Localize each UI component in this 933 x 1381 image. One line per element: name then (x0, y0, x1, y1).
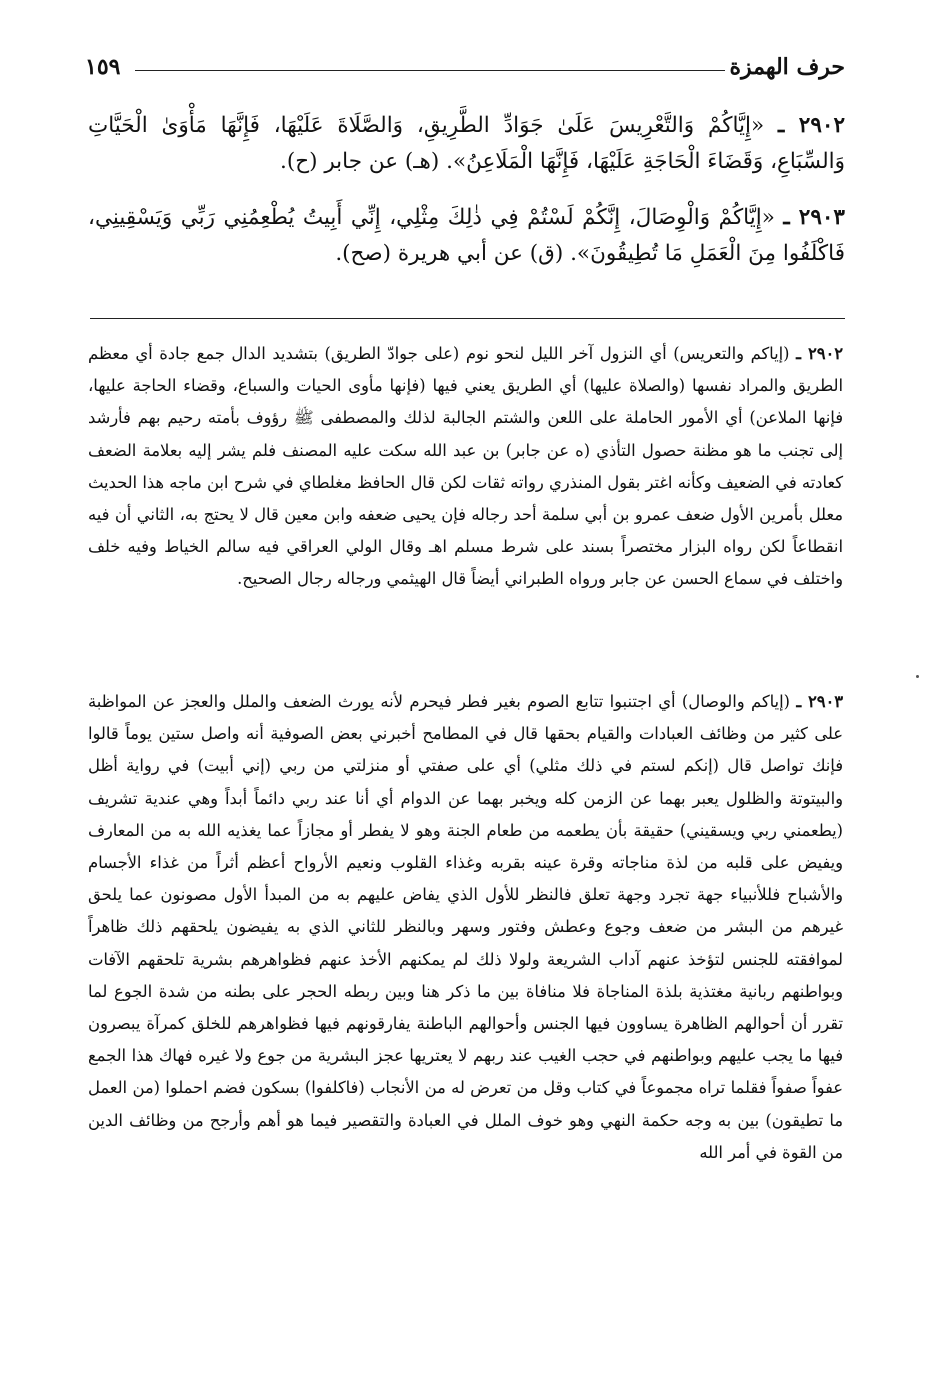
hadith-text: «إِيَّاكُمْ وَالتَّعْرِيسَ عَلَىٰ جَوَادِّ الطَّرِيقِ، وَالصَّلَاةَ عَلَيْهَا، فَإِنَّهَا مَأْوَىٰ الْحَيَّاتِ وَالسِّبَاعِ، وَقَضَاءَ الْحَاجَةِ عَلَيْهَا، فَإِنَّهَا الْمَلَاعِنُ». (هـ) عن جابر (ح). (88, 113, 845, 174)
commentary-text: (إياكم والوصال) أي اجتنبوا تتابع الصوم بغير فطر فيحرم لأنه يورث الضعف والملل والعجز عن المواظبة على كثير من وظائف العبادات والقيام بحقها قال في المطامح أخبرني بعض الصوفية أنه واصل ستين يوماً قالوا فإنك تواصل قال (إنكم لستم في ذلك مثلي) أي على صفتي أو منزلتي من ربي (إني أبيت) في رواية أظل والبيتوتة والظلول يعبر بهما عن الزمن كله ويخبر بهما عن الدوام أي أنا عند ربي دائماً أبداً وهي عندية تشريف (يطعمني ربي ويسقيني) حقيقة بأن يطعمه من طعام الجنة وهو لا يفطر أو مجازاً عما يغذيه الله به من المعارف ويفيض على قلبه من لذة مناجاته وقرة عينه بقربه وغذاء القلوب ونعيم الأرواح أعظم أثراً من غذاء الأجسام والأشباح فللأنبياء جهة تجرد وجهة تعلق فالنظر للأول الذي يفاض عليهم به من المبدأ الأول مصونون عما يلحق غيرهم من البشر من ضعف وجوع وعطش وفتور وسهر وبالنظر للثاني الذي به يفيضون يلحقهم ذلك ظاهراً لموافقته للجنس لتؤخذ عنهم آداب الشريعة ولولا ذلك لم يمكنهم الأخذ عنهم فظواهرهم بشرية تلحقهم الآفات وبواطنهم ربانية مغتذية بلذة المناجاة فلا منافاة بين ما ذكر هنا وبين ربطه الحجر على بطنه من شدة الجوع لما تقرر أن أحوالهم الظاهرة يساوون فيها الجنس وأحوالهم الباطنة يفارقونهم فيها فظواهرهم للخلق كمرآة يبصرون فيها ما يجب عليهم وبواطنهم في حجب الغيب عند ربهم لا يعتريها عجز البشرية من جوع ولا غيره فهاك هذا الجمع عفواً صفواً فقلما تراه مجموعاً في كتاب وقل من تعرض له من الأنجاب (فاكلفوا) بسكون فضم احملوا (من العمل ما تطيقون) بين به وجه حكمة النهي وهو خوف الملل في العبادة والتقصير فيما هو أهم وأرجح من وظائف الدين من القوة في أمر الله (88, 692, 843, 1162)
hadith-number: ٢٩٠٣ ـ (783, 205, 845, 230)
hadith-2902 (88, 108, 845, 180)
commentary-number: ٢٩٠٣ ـ (796, 692, 843, 711)
page-header (85, 52, 845, 82)
commentary-number: ٢٩٠٢ ـ (796, 344, 843, 363)
page-number: ١٥٩ (85, 54, 121, 80)
commentary-2903 (88, 686, 843, 1169)
hadith-number: ٢٩٠٢ ـ (778, 113, 845, 138)
hadith-text: «إِيَّاكُمْ وَالْوِصَالَ، إِنَّكُمْ لَسْتُمْ فِي ذٰلِكَ مِثْلِي، إِنِّي أَبِيتُ يُطْعِمُنِي رَبِّي وَيَسْقِينِي، فَاكْلَفُوا مِنَ الْعَمَلِ مَا تُطِيقُونَ». (ق) عن أبي هريرة (صح). (88, 205, 845, 266)
hadith-2903 (88, 200, 845, 272)
commentary-text: (إياكم والتعريس) أي النزول آخر الليل لنحو نوم (على جوادّ الطريق) بتشديد الدال جمع جادة أي معظم الطريق والمراد نفسها (والصلاة عليها) أي الطريق يعني فيها (فإنها مأوى الحيات والسباع، وقضاء الحاجة عليها، فإنها الملاعن) أي الأمور الحاملة على اللعن والشتم الجالبة لذلك والمصطفى ﷺ رؤوف بأمته رحيم بهم فأرشد إلى تجنب ما هو مظنة حصول التأذي (ه عن جابر) بن عبد الله سكت عليه المصنف فلم يشر إليه بعلامة الضعف كعادته في الضعيف وكأنه اغتر بقول المنذري رواته ثقات لكن قال الحافظ مغلطاي في شرح ابن ماجه هذا الحديث معلل بأمرين الأول ضعف عمرو بن أبي سلمة أحد رجاله فإن يحيى ضعفه وابن معين قال لا يحتج به، الثاني أن فيه انقطاعاً لكن رواه البزار مختصراً بسند على شرط مسلم اهـ وقال الولي العراقي فيه سالم الخياط وفيه خلف واختلف في سماع الحسن عن جابر ورواه الطبراني أيضاً قال الهيثمي ورجاله رجال الصحيح. (88, 344, 843, 589)
header-rule (135, 70, 725, 71)
section-title: حرف الهمزة (729, 54, 845, 80)
commentary-2902 (88, 338, 843, 596)
footnote-divider (90, 318, 845, 319)
scan-speck (916, 675, 919, 678)
